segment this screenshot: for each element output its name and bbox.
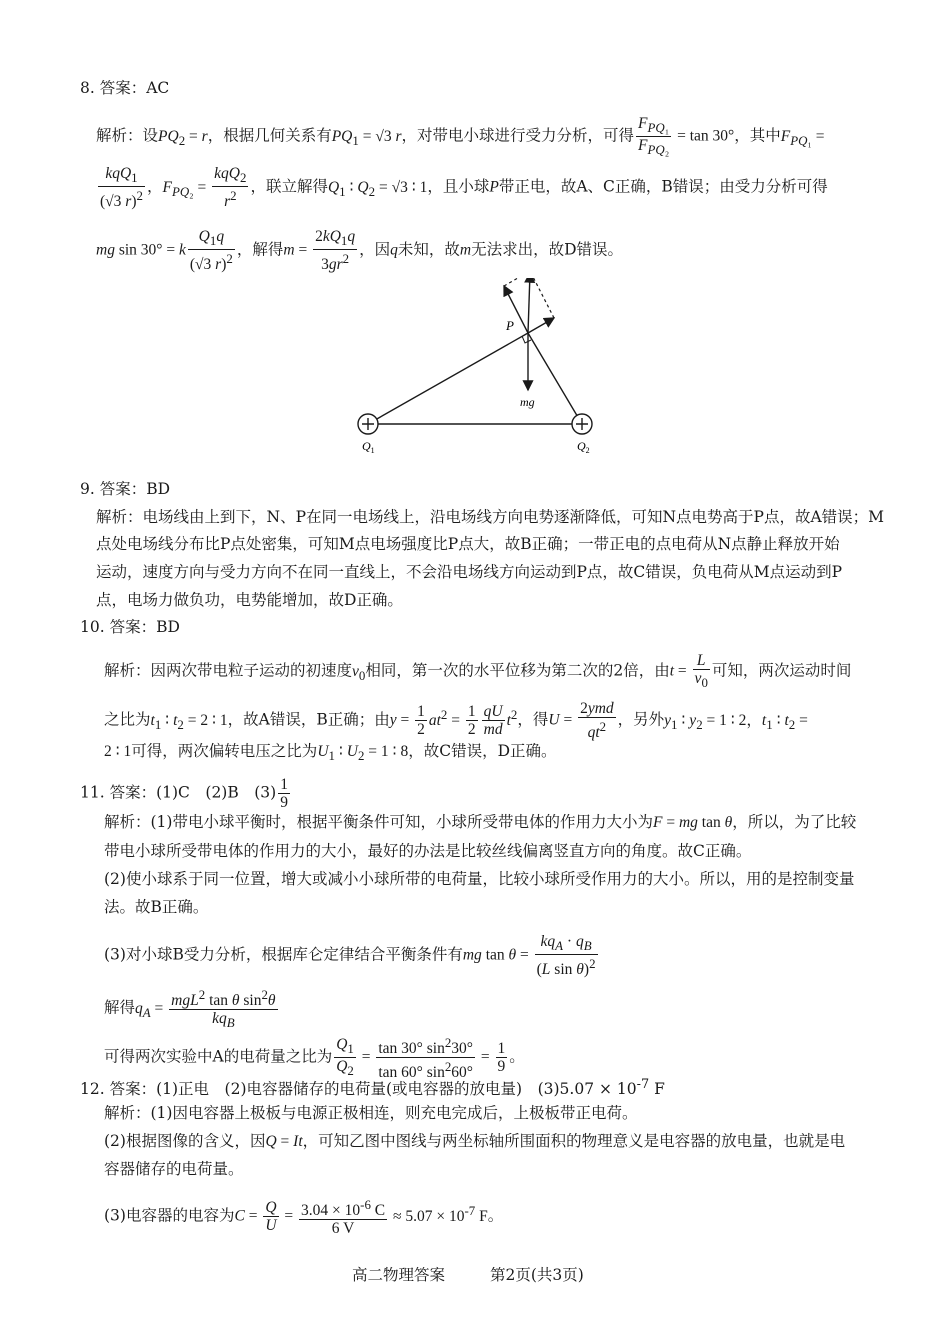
label-mg: mg <box>520 395 535 409</box>
q12-analysis-line3: 容器储存的电荷量。 <box>104 1160 244 1178</box>
q11-analysis-line3: (2)使小球系于同一位置，增大或减小小球所带的电荷量，比较小球所受作用力的大小。所以，用的是控制变量 <box>104 870 855 888</box>
force-diagram <box>340 278 620 458</box>
q12-analysis-line4: (3)电容器的电容为C = $\frac{Q}{U}$ = $\frac{3.04 \times 10^{-6} C}{6 V}$ ≈ $5.07 \times 10^{-7}$ F。 <box>104 1197 504 1238</box>
q8-analysis-line1: 解析：设$PQ_2 = r$，根据几何关系有$PQ_1 = √3$ r，对带电小球进行受力分析，可得 $\frac{F_{PQ_1}}{F_{PQ_2}}$ = tan 30°，其中$F_{PQ_1}$ = <box>96 115 825 158</box>
q12-analysis-line1: 解析：(1)因电容器上极板与电源正极相连，则充电完成后，上极板带正电荷。 <box>104 1104 638 1122</box>
dashed-edge-1 <box>504 278 530 286</box>
q11-analysis-line2: 带电小球所受带电体的作用力的大小，最好的办法是比较丝线偏离竖直方向的角度。故C正确。 <box>104 842 752 860</box>
q9-analysis-line2: 点处电场线分布比P点处密集，可知M点电场强度比P点大，故B正确；一带正电的点电荷从N点静止释放开始 <box>96 535 840 553</box>
label-p: P <box>506 318 514 333</box>
q9-analysis-line1: 解析：电场线由上到下，N、P在同一电场线上，沿电场线方向电势逐渐降低，可知N点电势高于P点，故A错误；M <box>96 508 885 526</box>
q1-p-line <box>368 333 528 424</box>
q10-analysis-line2: 之比为$t_1$ ∶ $t_2 = 2$ ∶ 1，故A错误，B正确；由y = $\frac{1}{2}$ $at^2$ = $\frac{1}{2}$ $\frac{qU}{md}$ $t^2$，得U = $\frac{\text{2ymd}}{qt^2}$ ，另外$y_1$ ∶ $y_2 = 1$ ∶ 2，$t_1$ ∶ $t_2$ = <box>104 700 808 742</box>
q8-analysis-line2: $\frac{kqQ_1}{(√3 r)^2}$ ，$F_{PQ_2}$ = $\frac{kqQ_2}{r^2}$ ，联立解得$Q_1$ ∶ $Q_2 = √3$ ∶ 1，且小球P带正电，故A、C正确，B错误；由受力分析可得 <box>100 165 828 211</box>
q11-answer: 11. 答案：(1)C (2)B (3) $\frac{1}{9}$ <box>80 776 288 811</box>
q9-analysis-line3: 运动，速度方向与受力方向不在同一直线上，不会沿电场线方向运动到P点，故C错误，负电荷从M点运动到P <box>96 563 843 581</box>
q11-analysis-line1: 解析：(1)带电小球平衡时，根据平衡条件可知，小球所受带电体的作用力大小为F = mg tan θ，所以，为了比较 <box>104 813 857 831</box>
footer-subject: 高二物理答案 <box>352 1266 446 1284</box>
q11-analysis-line6: 解得$q_A$ = $\frac{mgL^2 \tan \theta \sin^2\theta}{kq_B}$ <box>104 987 276 1031</box>
q10-answer: 10. 答案：BD <box>80 618 180 636</box>
q11-analysis-line7: 可得两次实验中A的电荷量之比为 $\frac{Q_1}{Q_2}$ = $\frac{\tan 30^\circ \sin^230^\circ}{\tan 60^\circ \sin^260^\circ}$ = $\frac{1}{9}$ 。 <box>104 1035 525 1082</box>
footer-page-number: 第2页(共3页) <box>490 1266 584 1284</box>
force-q1-arrow <box>528 318 554 333</box>
q11-analysis-line4: 法。故B正确。 <box>104 898 209 916</box>
dashed-edge-2 <box>530 278 554 318</box>
q8-answer: 8. 答案：AC <box>80 79 170 97</box>
p-q2-line <box>528 333 582 424</box>
q11-analysis-line5: (3)对小球B受力分析，根据库仑定律结合平衡条件有mg tan θ = $\frac{kq_A \cdot q_B}{(L \sin \theta)^2}$ <box>104 933 596 979</box>
q10-analysis-line3: 2 ∶ 1可得，两次偏转电压之比为$U_1$ ∶ $U_2 = 1$ ∶ 8，故C错误，D正确。 <box>104 742 557 764</box>
label-q1: $Q_1$ <box>362 439 375 455</box>
q10-analysis-line1: 解析：因两次带电粒子运动的初速度$v_0$相同，第一次的水平位移为第二次的2倍，由t = $\frac{L}{v_0}$ 可知，两次运动时间 <box>104 652 852 691</box>
resultant-arrow <box>528 278 530 333</box>
q9-answer: 9. 答案：BD <box>80 480 171 498</box>
q8-analysis-line3: mg sin 30° = k $\frac{Q_1q}{(√3 r)^2}$ ，解得m = $\frac{2kQ_1q}{3gr^2}$ ，因q未知，故m无法求出，故D错误。 <box>96 228 624 274</box>
q12-answer: 12. 答案：(1)正电 (2)电容器储存的电荷量(或电容器的放电量) $(3)5.07 \times 10^{-7}$ F <box>80 1077 665 1099</box>
label-q2: $Q_2$ <box>577 439 590 455</box>
q12-analysis-line2: (2)根据图像的含义，因Q = It，可知乙图中图线与两坐标轴所围面积的物理意义是电容器的放电量，也就是电 <box>104 1132 846 1150</box>
q9-analysis-line4: 点，电场力做负功，电势能增加，故D正确。 <box>96 591 403 609</box>
